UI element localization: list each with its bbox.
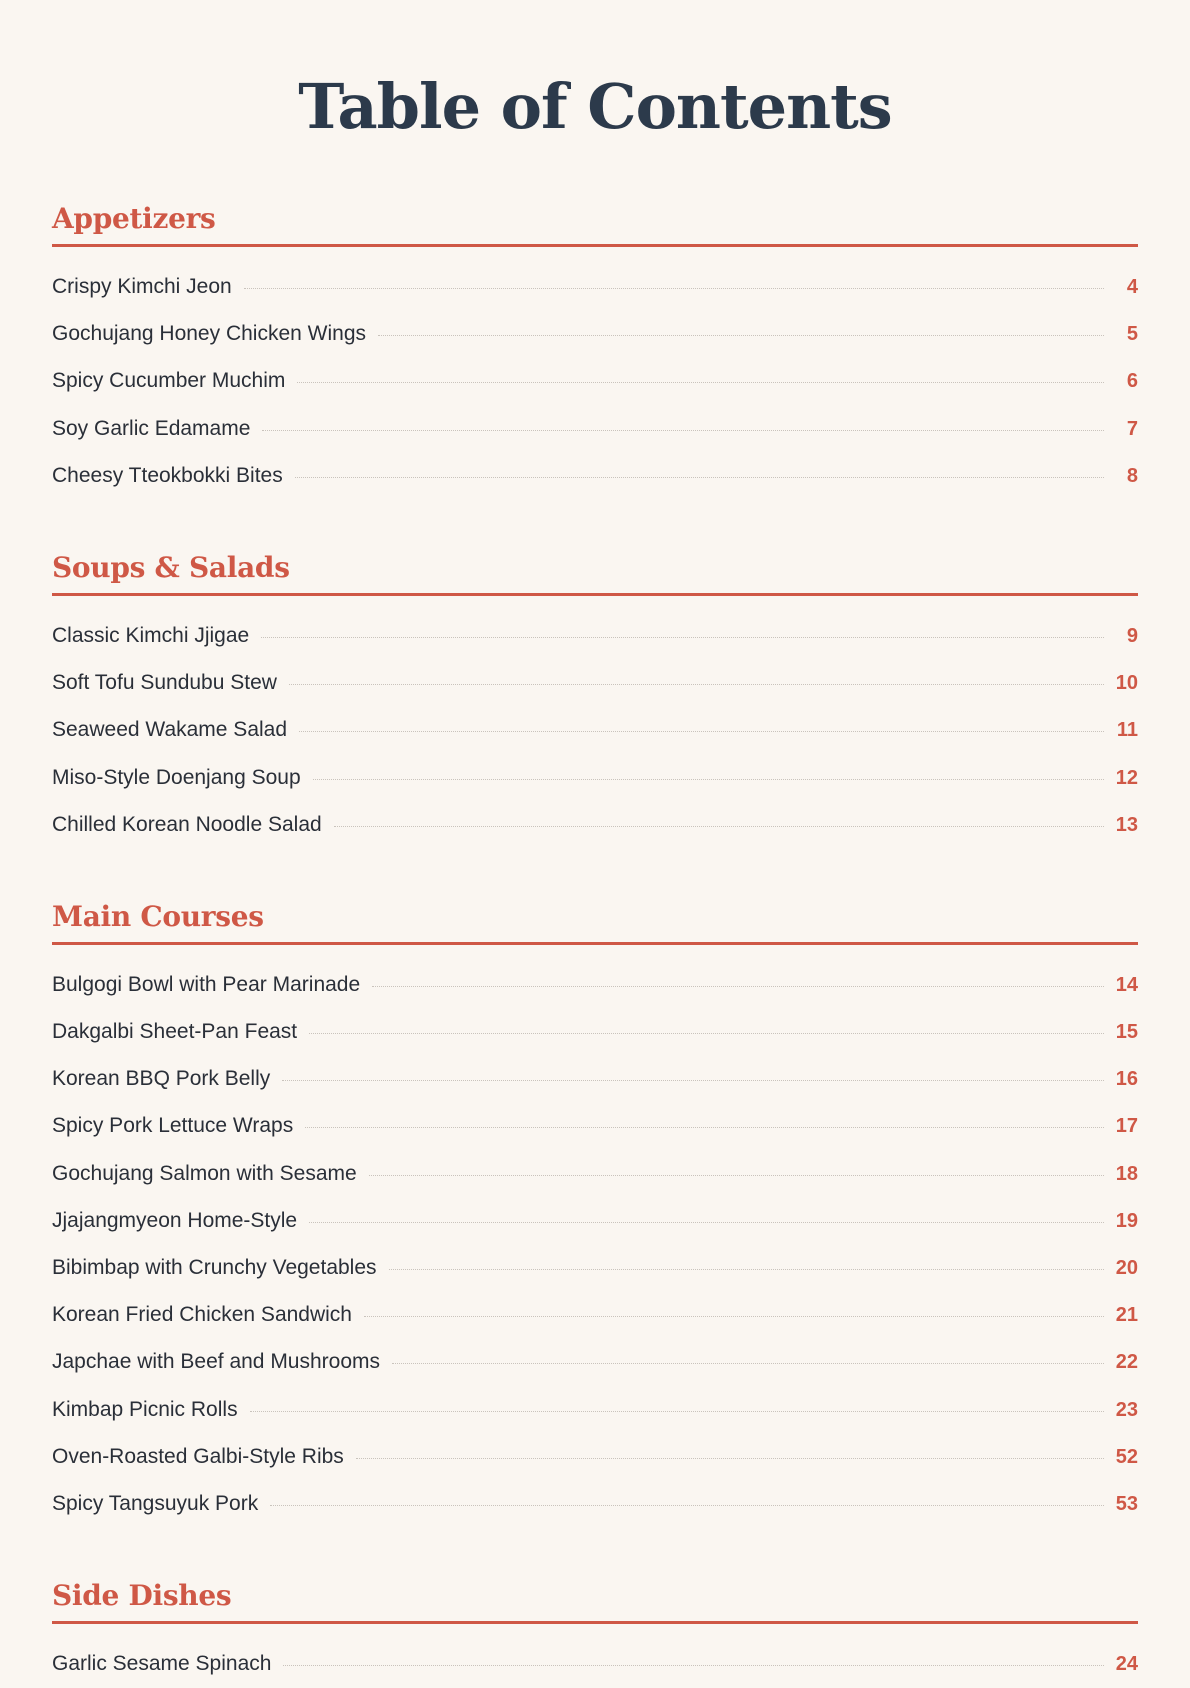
- entry-name: Japchae with Beef and Mushrooms: [52, 1350, 381, 1374]
- dot-leader: [372, 986, 1104, 987]
- entry-name: Gochujang Honey Chicken Wings: [52, 322, 366, 346]
- dot-leader: [364, 1316, 1104, 1317]
- entry-page-number: 21: [1115, 1304, 1138, 1327]
- toc-entry[interactable]: [52, 1480, 1138, 1527]
- section-main-courses: [52, 892, 1138, 1527]
- entry-page-number: 23: [1115, 1398, 1138, 1421]
- entry-page-number: 6: [1126, 370, 1138, 393]
- toc-entry[interactable]: [52, 1244, 1138, 1291]
- toc-entry[interactable]: [52, 1291, 1138, 1338]
- dot-leader: [389, 1269, 1104, 1270]
- entry-page-number: 18: [1115, 1162, 1138, 1185]
- entry-page-number: 24: [1115, 1653, 1138, 1676]
- dot-leader: [262, 430, 1104, 431]
- entry-name: Jjajangmyeon Home-Style: [52, 1208, 298, 1232]
- toc-entry[interactable]: [52, 1640, 1138, 1687]
- entry-page-number: 5: [1126, 323, 1138, 346]
- dot-leader: [309, 1222, 1104, 1223]
- entry-name: Classic Kimchi Jjigae: [52, 623, 250, 647]
- toc-entry[interactable]: [52, 1055, 1138, 1102]
- section-header: [52, 1571, 1138, 1624]
- entry-page-number: 9: [1126, 624, 1138, 647]
- entry-name: Kimbap Picnic Rolls: [52, 1397, 238, 1421]
- entry-name: Spicy Tangsuyuk Pork: [52, 1491, 259, 1515]
- entry-page-number: 8: [1126, 464, 1138, 487]
- section-appetizers: [52, 194, 1138, 499]
- toc-entry[interactable]: [52, 961, 1138, 1008]
- section-title: Main Courses: [52, 899, 264, 933]
- toc-entry[interactable]: [52, 706, 1138, 753]
- toc-entry[interactable]: [52, 357, 1138, 404]
- toc-entry[interactable]: [52, 1338, 1138, 1385]
- dot-leader: [305, 1127, 1104, 1128]
- entry-list: [52, 247, 1138, 499]
- entry-name: Korean Fried Chicken Sandwich: [52, 1303, 352, 1327]
- entry-name: Seaweed Wakame Salad: [52, 718, 288, 742]
- dot-leader: [356, 1458, 1104, 1459]
- section-title: Soups & Salads: [52, 550, 290, 584]
- entry-name: Chilled Korean Noodle Salad: [52, 812, 322, 836]
- toc-entry[interactable]: [52, 1386, 1138, 1433]
- entry-name: Miso-Style Doenjang Soup: [52, 765, 301, 789]
- entry-page-number: 15: [1115, 1021, 1138, 1044]
- entry-name: Crispy Kimchi Jeon: [52, 275, 232, 298]
- entry-name: Oven-Roasted Galbi-Style Ribs: [52, 1444, 344, 1468]
- toc-entry[interactable]: [52, 612, 1138, 659]
- entry-page-number: 11: [1116, 719, 1138, 742]
- section-header: [52, 892, 1138, 945]
- dot-leader: [299, 731, 1104, 732]
- dot-leader: [297, 382, 1104, 383]
- dot-leader: [295, 477, 1104, 478]
- toc-entry[interactable]: [52, 1433, 1138, 1480]
- entry-page-number: 16: [1115, 1068, 1138, 1091]
- entry-name: Spicy Cucumber Muchim: [52, 369, 286, 393]
- dot-leader: [309, 1033, 1104, 1034]
- entry-page-number: 20: [1115, 1257, 1138, 1279]
- dot-leader: [369, 1175, 1104, 1176]
- toc-entry[interactable]: [52, 754, 1138, 801]
- entry-name: Spicy Pork Lettuce Wraps: [52, 1114, 294, 1138]
- toc-entry[interactable]: [52, 310, 1138, 357]
- entry-name: Garlic Sesame Spinach: [52, 1652, 272, 1676]
- entry-name: Soft Tofu Sundubu Stew: [52, 671, 277, 695]
- entry-name: Bulgogi Bowl with Pear Marinade: [52, 972, 361, 996]
- dot-leader: [392, 1363, 1104, 1364]
- dot-leader: [244, 288, 1104, 289]
- section-soups-salads: [52, 543, 1138, 848]
- toc-entry[interactable]: [52, 1197, 1138, 1244]
- toc-sections: [52, 194, 1138, 1687]
- section-title: Side Dishes: [52, 1579, 232, 1613]
- section-header: [52, 543, 1138, 596]
- dot-leader: [250, 1411, 1104, 1412]
- entry-page-number: 7: [1126, 417, 1138, 440]
- dot-leader: [289, 684, 1104, 685]
- entry-page-number: 19: [1115, 1209, 1138, 1232]
- entry-page-number: 4: [1126, 276, 1138, 298]
- entry-list: [52, 1624, 1138, 1687]
- toc-entry[interactable]: [52, 659, 1138, 706]
- entry-list: [52, 596, 1138, 848]
- toc-entry[interactable]: [52, 801, 1138, 848]
- dot-leader: [283, 1665, 1103, 1666]
- entry-page-number: 22: [1115, 1351, 1138, 1374]
- section-title: Appetizers: [52, 202, 216, 235]
- entry-page-number: 52: [1115, 1445, 1138, 1468]
- section-header: [52, 194, 1138, 247]
- dot-leader: [378, 335, 1104, 336]
- entry-name: Gochujang Salmon with Sesame: [52, 1161, 357, 1185]
- dot-leader: [334, 826, 1104, 827]
- dot-leader: [282, 1080, 1103, 1081]
- dot-leader: [270, 1505, 1104, 1506]
- entry-name: Cheesy Tteokbokki Bites: [52, 463, 283, 487]
- dot-leader: [261, 637, 1104, 638]
- entry-name: Soy Garlic Edamame: [52, 416, 251, 440]
- dot-leader: [313, 779, 1104, 780]
- toc-entry[interactable]: [52, 263, 1138, 310]
- entry-page-number: 53: [1115, 1492, 1138, 1515]
- entry-name: Korean BBQ Pork Belly: [52, 1067, 271, 1091]
- toc-entry[interactable]: [52, 452, 1138, 499]
- entry-page-number: 12: [1115, 766, 1138, 789]
- toc-entry[interactable]: [52, 405, 1138, 452]
- entry-list: [52, 945, 1138, 1527]
- toc-entry[interactable]: [52, 1150, 1138, 1197]
- toc-entry[interactable]: [52, 1008, 1138, 1055]
- entry-page-number: 10: [1115, 672, 1138, 695]
- entry-name: Bibimbap with Crunchy Vegetables: [52, 1256, 377, 1279]
- entry-page-number: 17: [1115, 1115, 1138, 1138]
- section-side-dishes: [52, 1571, 1138, 1687]
- entry-page-number: 13: [1115, 813, 1138, 836]
- toc-entry[interactable]: [52, 1102, 1138, 1149]
- entry-name: Dakgalbi Sheet-Pan Feast: [52, 1020, 298, 1044]
- entry-page-number: 14: [1115, 973, 1138, 996]
- page-title: Table of Contents: [298, 70, 892, 143]
